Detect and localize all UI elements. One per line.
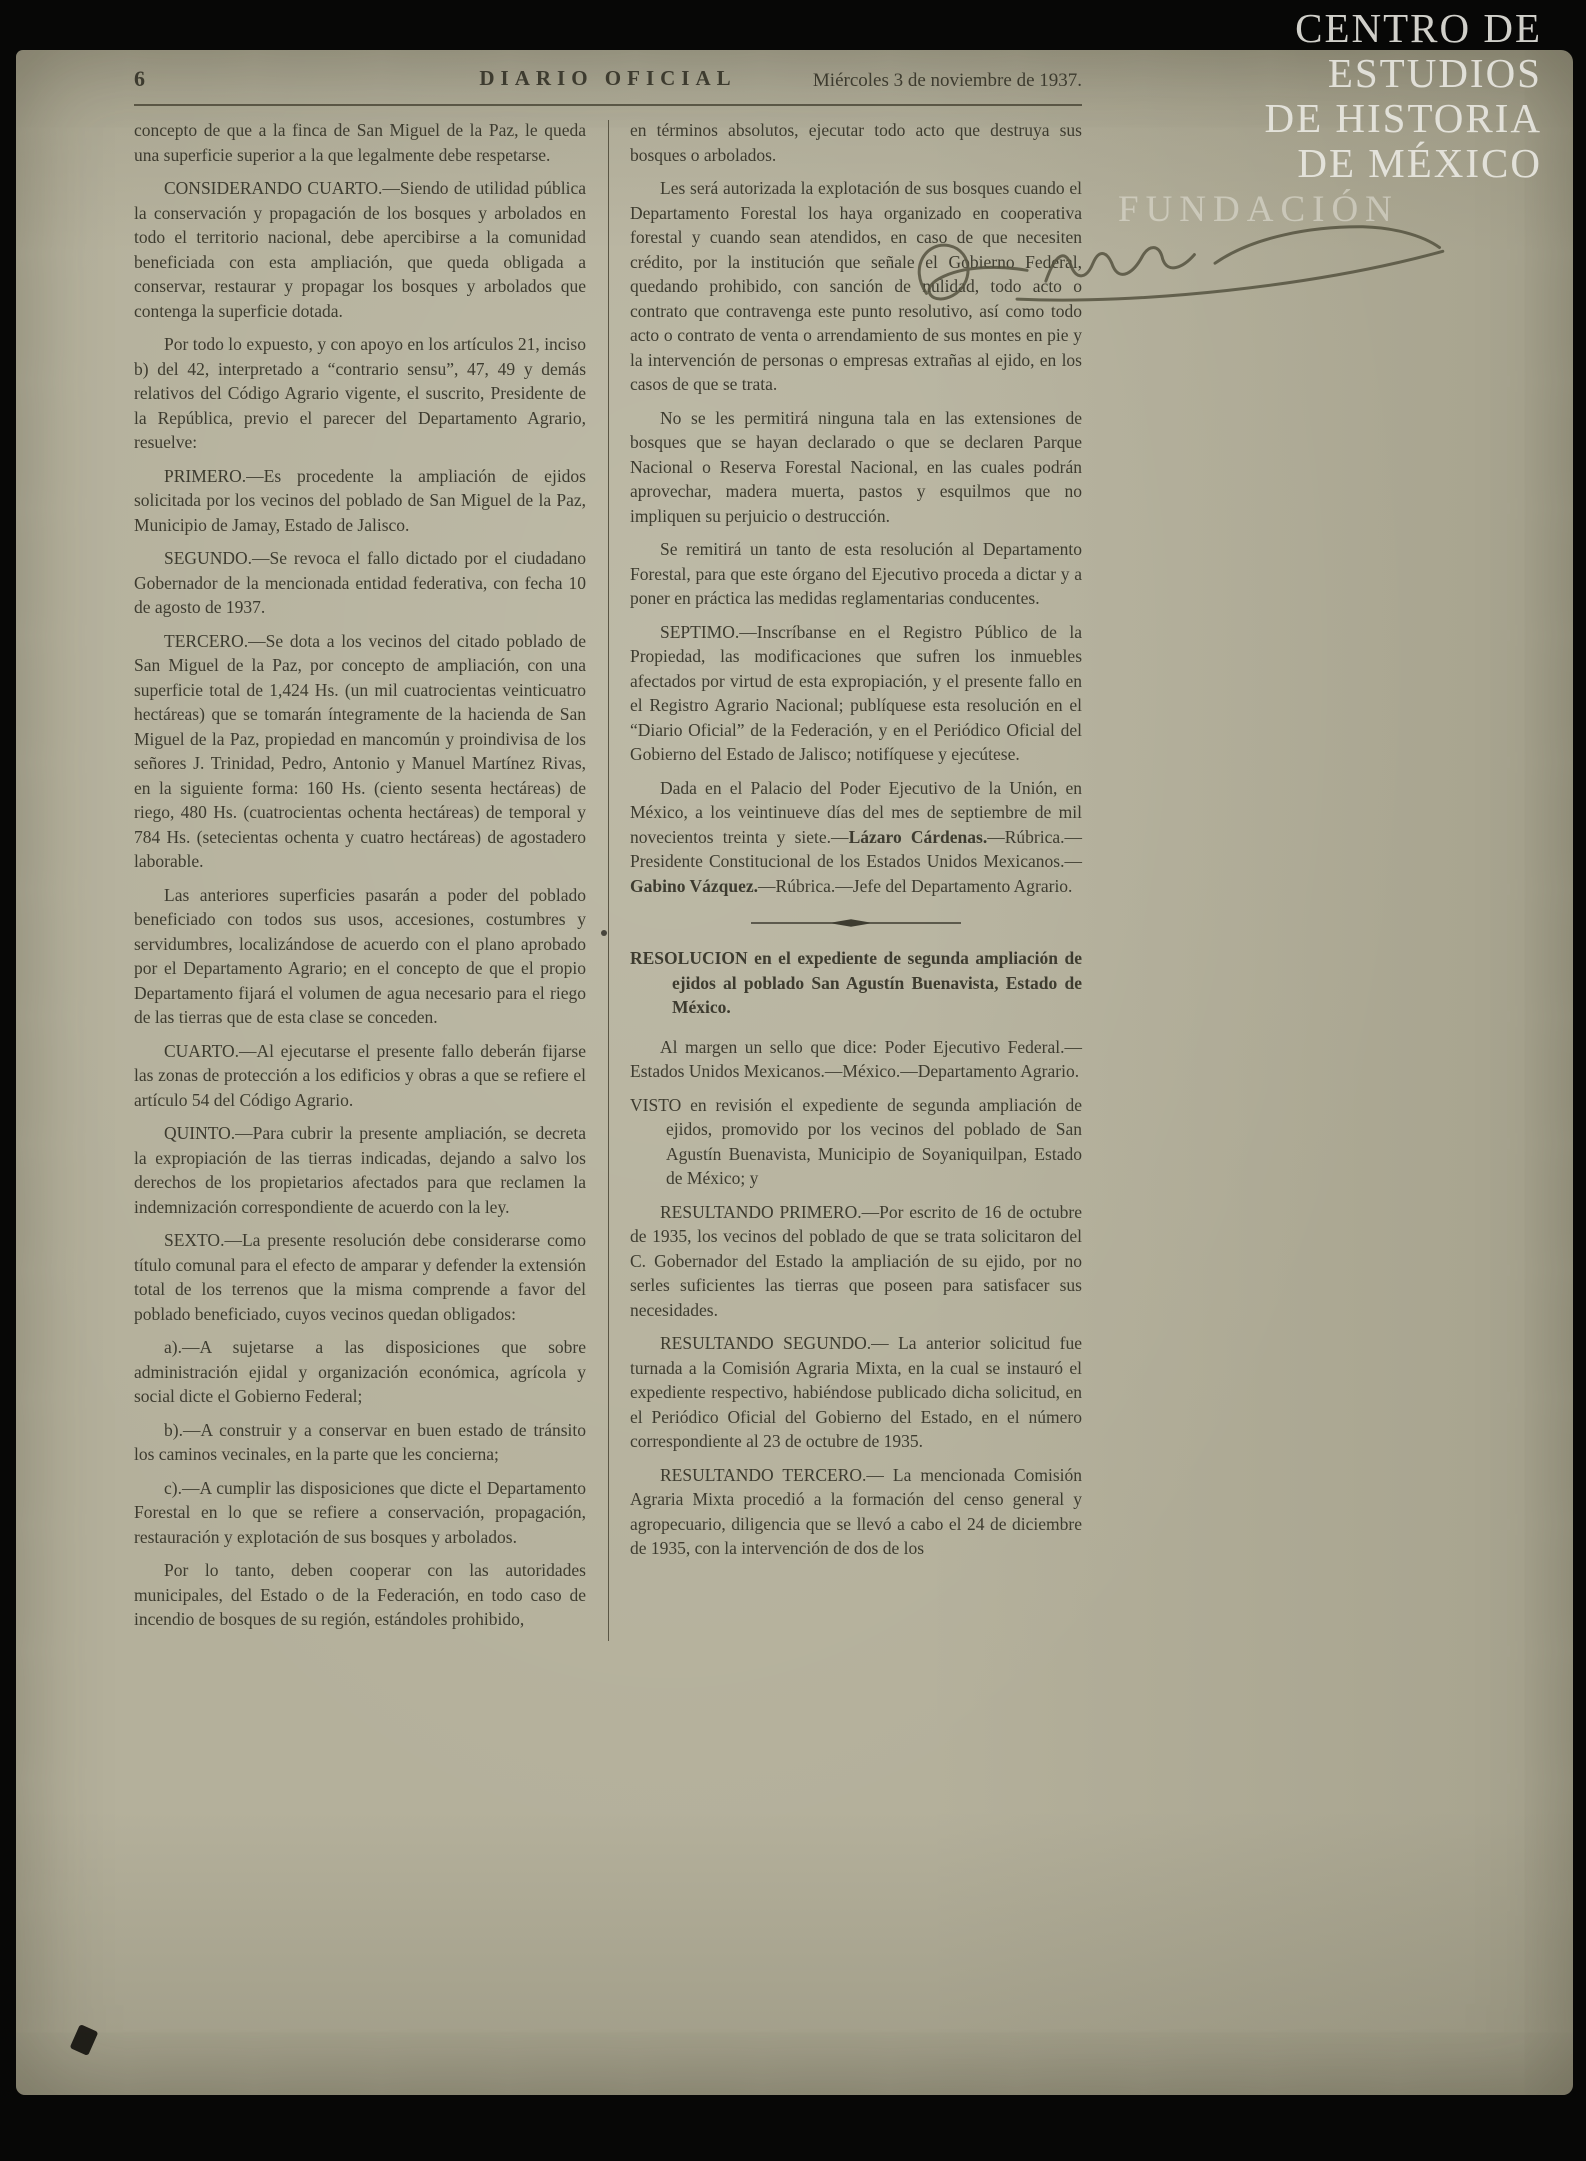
resultando-segundo — [630, 1331, 1082, 1454]
text-segment: RESOLUCION en el expediente de segunda ampliación de ejidos al poblado San Agustín Buenavista, Estado de México. — [630, 948, 1082, 1017]
text-segment: TERCERO.—Se dota a los vecinos del citado poblado de San Miguel de la Paz, por concepto de ampliación, con una superficie total de 1,424 Hs. (un mil cuatrocientas veinticuatro hectáreas) que se tomarán íntegramente de la hacienda de San Miguel de la Paz, propiedad en mancomún y proindivisa de los señores J. Trinidad, Pedro, Antonio y Manuel Martínez Rivas, en la siguiente forma: 160 Hs. (ciento sesenta hectáreas) de riego, 480 Hs. (cuatrocientas ochenta hectáreas) de temporal y 784 Hs. (setecientas ochenta y cuatro hectáreas) de agostadero laborable. — [134, 630, 586, 871]
bold-text-segment: Lázaro Cárdenas. — [848, 826, 988, 847]
resolutivo-sexto — [134, 1228, 586, 1326]
tala-paragraph — [630, 406, 1082, 529]
text-segment: RESULTANDO SEGUNDO.— La anterior solicitud fue turnada a la Comisión Agraria Mixta, en la cual se instauró el expediente respectivo, habiéndose publicado dicha solicitud, en el Periódico Oficial del Gobierno del Estado, en el número correspondiente al 23 de octubre de 1935. — [630, 1333, 1082, 1451]
text-segment: b).—A construir y a conservar en buen estado de tránsito los caminos vecinales, en la parte que les concierna; — [134, 1419, 586, 1464]
fundamento-legal — [134, 332, 586, 455]
resolutivo-quinto — [134, 1121, 586, 1219]
text-segment: CONSIDERANDO CUARTO.—Siendo de utilidad pública la conservación y propagación de los bosques y arbolados en todo el territorio nacional, debe apercibirse a la comunidad beneficiada con esta ampliación, que queda obligada a conservar, restaurar y propagar los bosques y arbolados que contenga la superficie dotada. — [134, 178, 586, 321]
resultando-tercero — [630, 1463, 1082, 1561]
content-area — [134, 66, 1082, 1641]
obligacion-b — [134, 1418, 586, 1467]
explotacion-paragraph — [630, 176, 1082, 397]
text-columns — [134, 118, 1082, 1641]
text-segment: PRIMERO.—Es procedente la ampliación de ejidos solicitada por los vecinos del poblado de San Miguel de la Paz, Municipio de Jamay, Estado de Jalisco. — [134, 465, 586, 535]
text-segment: CUARTO.—Al ejecutarse el presente fallo deberán fijarse las zonas de protección a los edificios y obras a que se refiere el artículo 54 del Código Agrario. — [134, 1040, 586, 1110]
column-divider-rule — [608, 120, 609, 1641]
text-segment: a).—A sujetarse a las disposiciones que sobre administración ejidal y organización económica, agrícola y social dicte el Gobierno Federal; — [134, 1337, 586, 1406]
left-column — [134, 118, 586, 1641]
text-segment: concepto de que a la finca de San Miguel de la Paz, le queda una superficie superior a la que legalmente debe respetarse. — [134, 120, 586, 165]
page-number: 6 — [134, 66, 145, 91]
continuation-paragraph — [134, 118, 586, 167]
paper — [16, 50, 1573, 2095]
text-segment: c).—A cumplir las disposiciones que dicte el Departamento Forestal en lo que se refiere a conservación, propagación, restauración y explotación de sus bosques y arbolados. — [134, 1477, 586, 1547]
watermark-line: ESTUDIOS — [1327, 50, 1542, 96]
text-segment: QUINTO.—Para cubrir la presente ampliación, se decreta la expropiación de las tierras indicadas, dejando a salvo los derechos de los propietarios afectados para que reclamen la indemnización correspondiente de acuerdo con la ley. — [134, 1123, 586, 1217]
watermark-line: DE HISTORIA — [1264, 95, 1542, 141]
text-segment: VISTO en revisión el expediente de segunda ampliación de ejidos, promovido por los vecinos del poblado de San Agustín Buenavista, Municipio de Soyaniquilpan, Estado de México; y — [630, 1094, 1082, 1188]
text-segment: Las anteriores superficies pasarán a poder del poblado beneficiado con todos sus usos, accesiones, costumbres y servidumbres, localizándose de acuerdo con el plano aprobado por el Departamento Agrario; en el concepto de que el propio Departamento fijará el volumen de agua necesario para el riego de las tierras que de esta clase se conceden. — [134, 884, 586, 1027]
considerando-cuarto — [134, 176, 586, 323]
page-header — [134, 66, 1082, 100]
sello-paragraph — [630, 1035, 1082, 1084]
text-segment: SEXTO.—La presente resolución debe considerarse como título comunal para el efecto de amparar y defender la extensión total de los terrenos que la misma comprende a favor del poblado beneficiado, cuyos vecinos quedan obligados: — [134, 1230, 586, 1324]
continuation-paragraph — [630, 118, 1082, 167]
text-segment: RESULTANDO TERCERO.— La mencionada Comisión Agraria Mixta procedió a la formación del censo general y agropecuario, diligencia que se llevó a cabo el 24 de diciembre de 1935, con la intervención de dos de los — [630, 1464, 1082, 1558]
right-column — [630, 118, 1082, 1641]
text-segment: No se les permitirá ninguna tala en las extensiones de bosques que se hayan declarado o que se declaren Parque Nacional o Reserva Forestal Nacional, en las cuales podrán aprovechar, madera muerta, pastos y esquilmos que no impliquen su perjuicio o destrucción. — [630, 407, 1082, 526]
scan-artifact — [70, 2024, 99, 2056]
watermark-line: CENTRO DE — [1295, 5, 1542, 51]
text-segment: Dada en el Palacio del Poder Ejecutivo de la Unión, en México, a los veintinueve días del mes de septiembre de mil novecientos treinta y siete.— — [630, 777, 1082, 847]
text-segment: —Rúbrica.—Jefe del Departamento Agrario. — [758, 875, 1073, 896]
remision-paragraph — [630, 537, 1082, 611]
resolutivo-cuarto — [134, 1039, 586, 1113]
visto-paragraph — [630, 1093, 1082, 1191]
header-rule — [134, 104, 1082, 106]
obligacion-a — [134, 1335, 586, 1409]
text-segment: SEGUNDO.—Se revoca el fallo dictado por el ciudadano Gobernador de la mencionada entidad federativa, con fecha 10 de agosto de 1937. — [134, 548, 586, 617]
resolucion-heading — [630, 946, 1082, 1020]
text-segment: Por lo tanto, deben cooperar con las autoridades municipales, del Estado o de la Federación, en todo caso de incendio de bosques de su región, estándoles prohibido, — [134, 1560, 586, 1629]
section-divider — [630, 918, 1082, 928]
resolutivo-segundo — [134, 546, 586, 620]
text-segment: en términos absolutos, ejecutar todo acto que destruya sus bosques o arbolados. — [630, 120, 1082, 165]
resolutivo-primero — [134, 464, 586, 538]
text-segment: Les será autorizada la explotación de sus bosques cuando el Departamento Forestal los haya organizado en cooperativa forestal y cuando sean atendidos, en caso de que necesiten crédito, por la institución que señale el Gobierno Federal, quedando prohibido, con sanción de nulidad, todo acto o contrato que contravenga este punto resolutivo, así como todo acto o contrato de venta o arrendamiento de sus montes en pie y la intervención de personas o empresas extrañas al ejido, en los casos de que se trata. — [630, 178, 1082, 394]
superficies-paragraph — [134, 883, 586, 1030]
masthead-title: DIARIO OFICIAL — [479, 66, 737, 90]
resolutivo-septimo — [630, 620, 1082, 767]
text-segment: —Rúbrica.—Presidente Constitucional de los Estados Unidos Mexicanos.— — [630, 826, 1082, 871]
text-segment: SEPTIMO.—Inscríbanse en el Registro Público de la Propiedad, las modificaciones que sufren los inmuebles afectados por virtud de esta expropiación, y el presente fallo en el Registro Agrario Nacional; publíquese esta resolución en el “Diario Oficial” de la Federación, y en el Periódico Oficial del Gobierno del Estado de Jalisco; notifíquese y ejecútese. — [630, 621, 1082, 764]
divider-ornament-icon — [751, 918, 961, 928]
cooperacion-paragraph — [134, 1558, 586, 1632]
obligacion-c — [134, 1476, 586, 1550]
text-segment: Por todo lo expuesto, y con apoyo en los artículos 21, inciso b) del 42, interpretado a “contrario sensu”, 47, 49 y demás relativos del Código Agrario vigente, el suscrito, Presidente de la República, previo el parecer del Departamento Agrario, resuelve: — [134, 334, 586, 452]
fundacion-stamp: FUNDACIÓN — [1118, 189, 1399, 230]
scan-artifact — [601, 930, 607, 936]
issue-date: Miércoles 3 de noviembre de 1937. — [812, 70, 1082, 91]
resolutivo-tercero — [134, 629, 586, 874]
text-segment: Al margen un sello que dice: Poder Ejecutivo Federal.—Estados Unidos Mexicanos.—México.—Departamento Agrario. — [630, 1036, 1082, 1081]
watermark-line: DE MÉXICO — [1297, 140, 1542, 186]
firma-paragraph — [630, 776, 1082, 899]
text-segment: Se remitirá un tanto de esta resolución al Departamento Forestal, para que este órgano del Ejecutivo proceda a dictar y a poner en práctica las medidas reglamentarias conducentes. — [630, 539, 1082, 608]
bold-text-segment: Gabino Vázquez. — [630, 875, 759, 896]
resultando-primero — [630, 1200, 1082, 1323]
text-segment: RESULTANDO PRIMERO.—Por escrito de 16 de octubre de 1935, los vecinos del poblado de que se trata solicitaron del C. Gobernador del Estado la ampliación de su ejido, por no serles suficientes las tierras que poseen para satisfacer sus necesidades. — [630, 1201, 1082, 1320]
